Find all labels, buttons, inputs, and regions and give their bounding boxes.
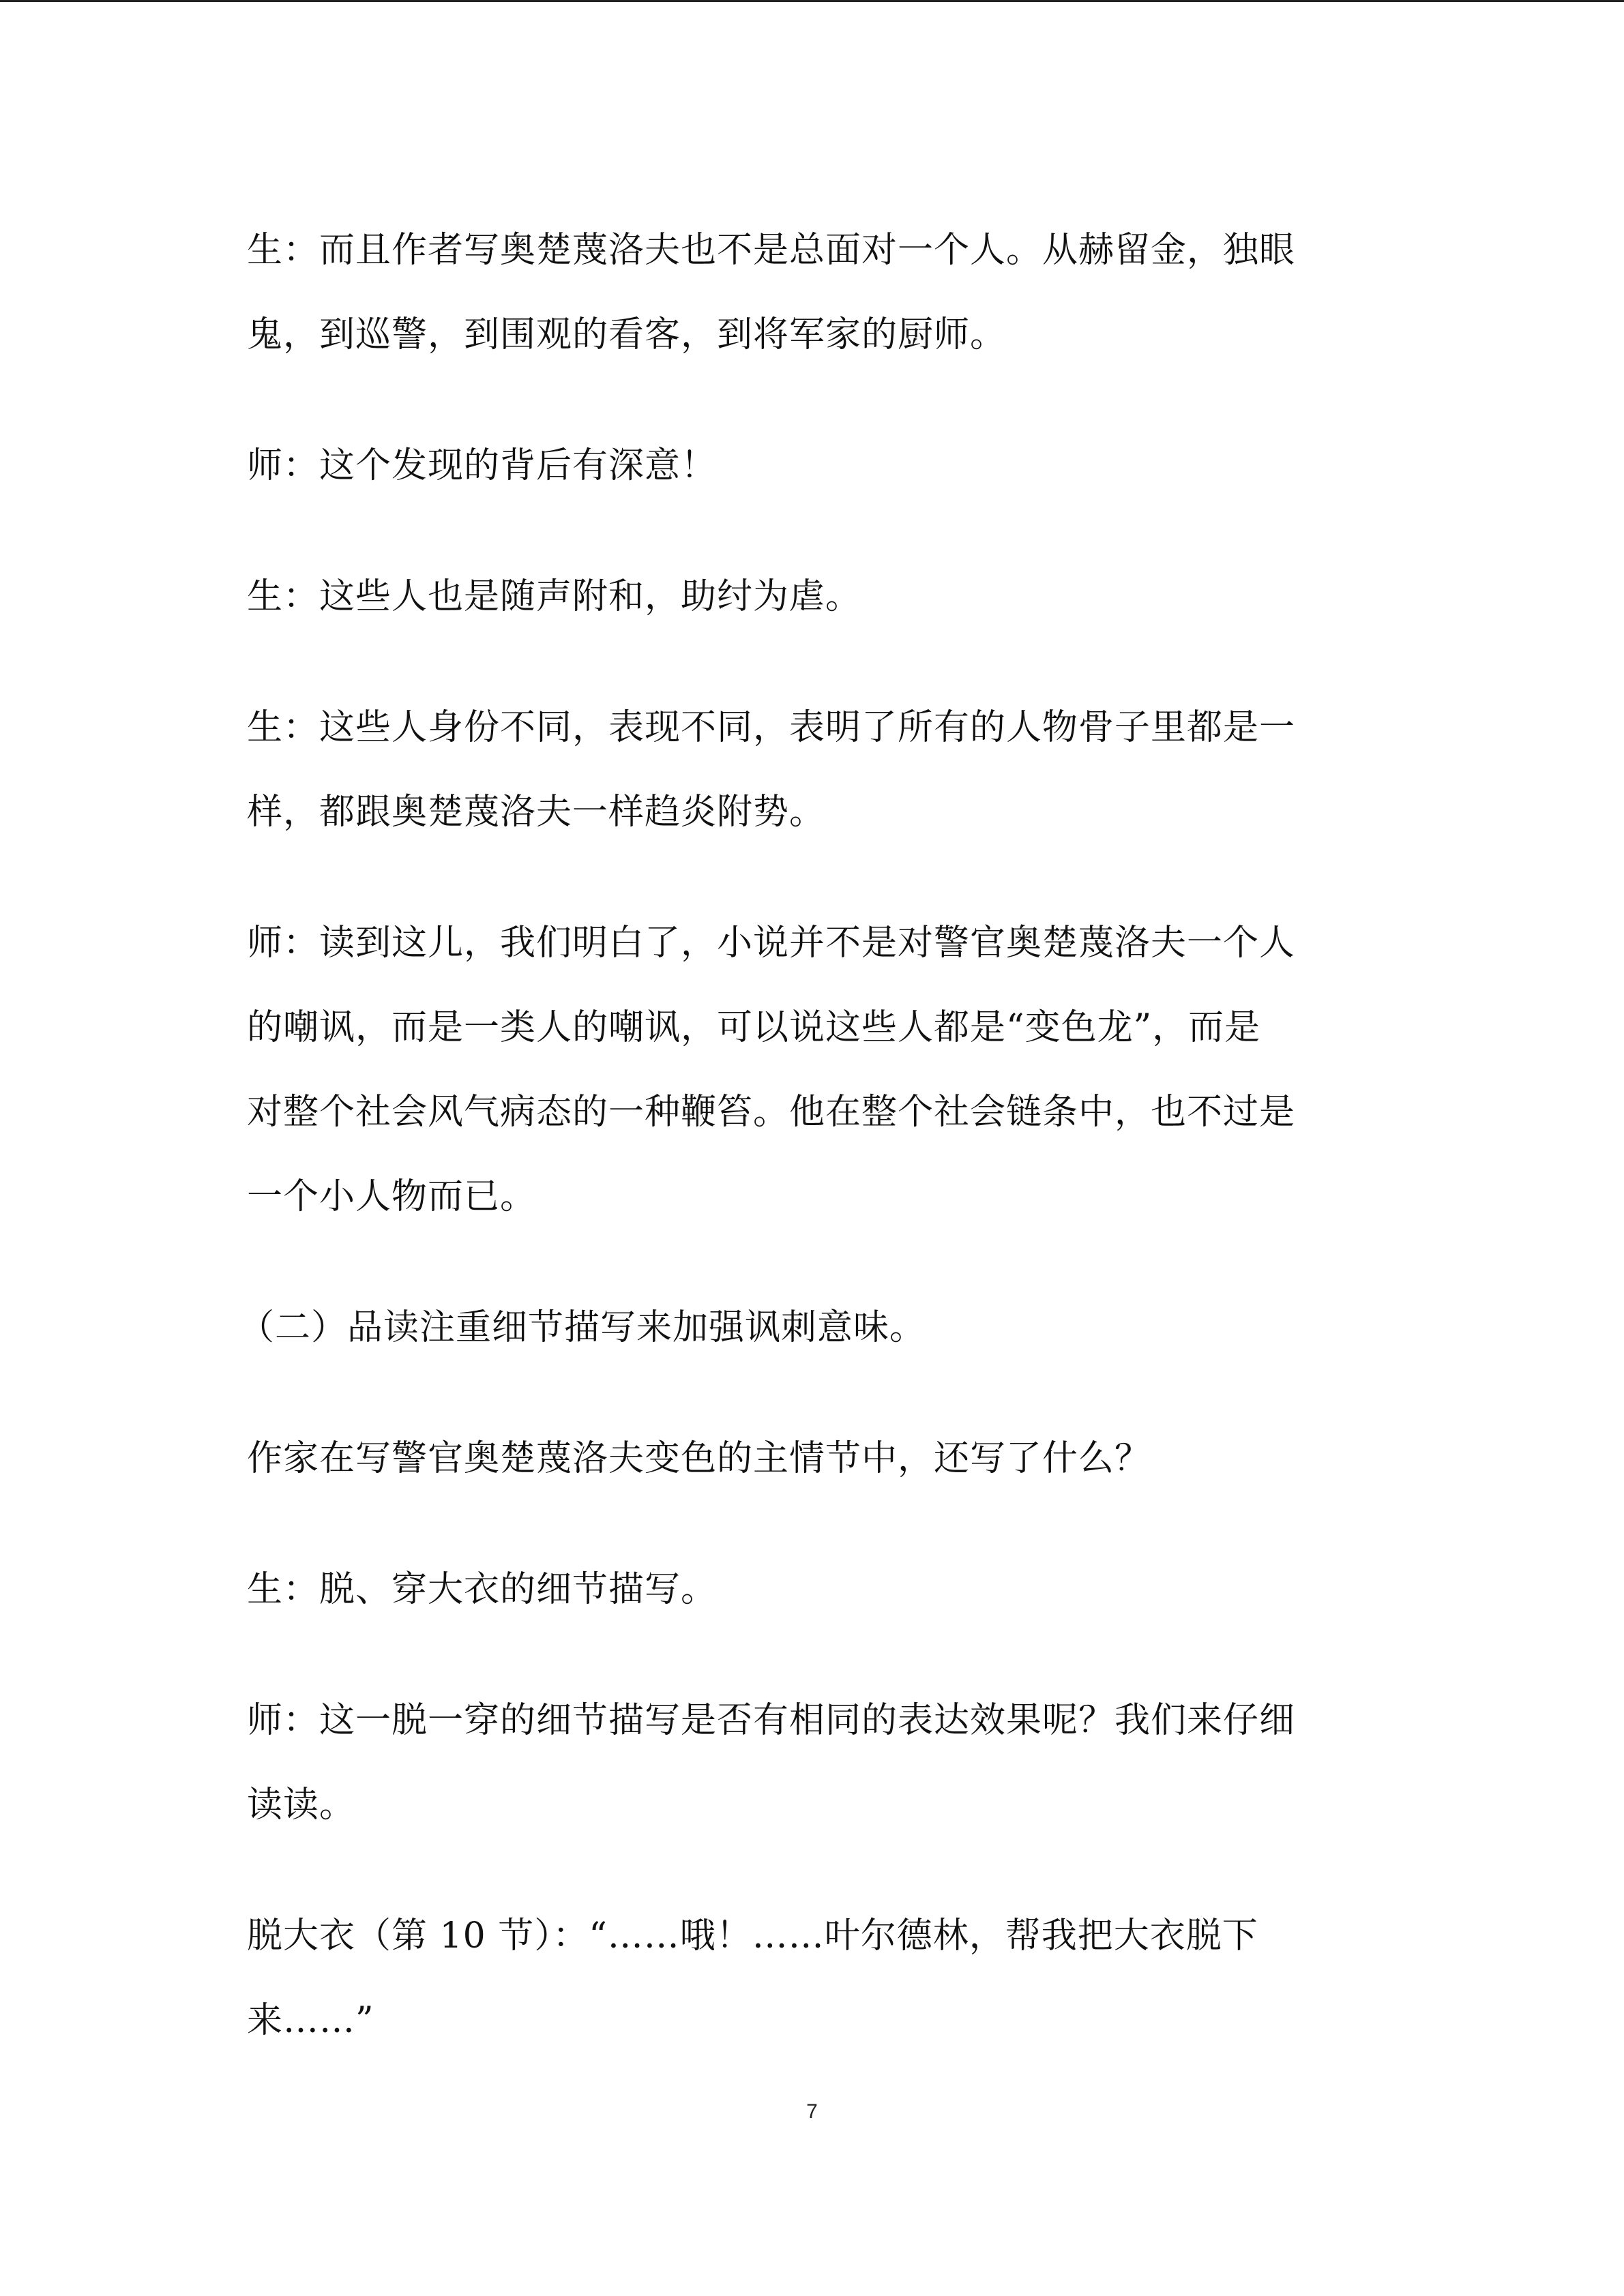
paragraph-p6	[247, 1416, 1359, 1501]
paragraph-line: 的嘲讽，而是一类人的嘲讽，可以说这些人都是“变色龙”，而是	[247, 1007, 1261, 1048]
paragraph-line: 生：这些人也是随声附和，助纣为虐。	[247, 576, 862, 617]
section-heading: （二）品读注重细节描写来加强讽刺意味。	[239, 1307, 926, 1348]
paragraph-line: 一个小人物而已。	[247, 1176, 537, 1217]
page-top-border	[0, 0, 1624, 2]
document-page	[239, 208, 1359, 2109]
paragraph-line: 读读。	[247, 1785, 356, 1825]
paragraph-line: 鬼，到巡警，到围观的看客，到将军家的厨师。	[247, 314, 1007, 355]
paragraph-p1	[247, 208, 1359, 377]
paragraph-line: 生：这些人身份不同，表现不同，表明了所有的人物骨子里都是一	[247, 707, 1296, 748]
paragraph-p3	[247, 554, 1359, 639]
paragraph-line: 生：脱、穿大衣的细节描写。	[247, 1569, 718, 1610]
paragraph-p2	[247, 423, 1359, 508]
paragraph-p8	[247, 1678, 1359, 1847]
paragraph-line: 师：这一脱一穿的细节描写是否有相同的表达效果呢？我们来仔细	[247, 1700, 1296, 1741]
paragraph-line: 生：而且作者写奥楚蔑洛夫也不是总面对一个人。从赫留金，独眼	[247, 230, 1296, 271]
paragraph-p9	[247, 1894, 1359, 2063]
paragraph-p7	[247, 1547, 1359, 1632]
paragraph-p5	[247, 901, 1359, 1239]
paragraph-line: 师：这个发现的背后有深意！	[247, 445, 718, 486]
page-number: 7	[806, 2100, 818, 2123]
paragraph-line: 对整个社会风气病态的一种鞭笞。他在整个社会链条中，也不过是	[247, 1092, 1296, 1133]
paragraph-line: 作家在写警官奥楚蔑洛夫变色的主情节中，还写了什么？	[247, 1438, 1151, 1479]
paragraph-line: 师：读到这儿，我们明白了，小说并不是对警官奥楚蔑洛夫一个人	[247, 923, 1296, 964]
paragraph-line: 脱大衣（第 10 节）：“……哦！……叶尔德林，帮我把大衣脱下	[247, 1915, 1258, 1956]
paragraph-p4	[247, 685, 1359, 854]
paragraph-line: 来……”	[247, 2000, 374, 2041]
paragraph-line: 样，都跟奥楚蔑洛夫一样趋炎附势。	[247, 792, 826, 833]
